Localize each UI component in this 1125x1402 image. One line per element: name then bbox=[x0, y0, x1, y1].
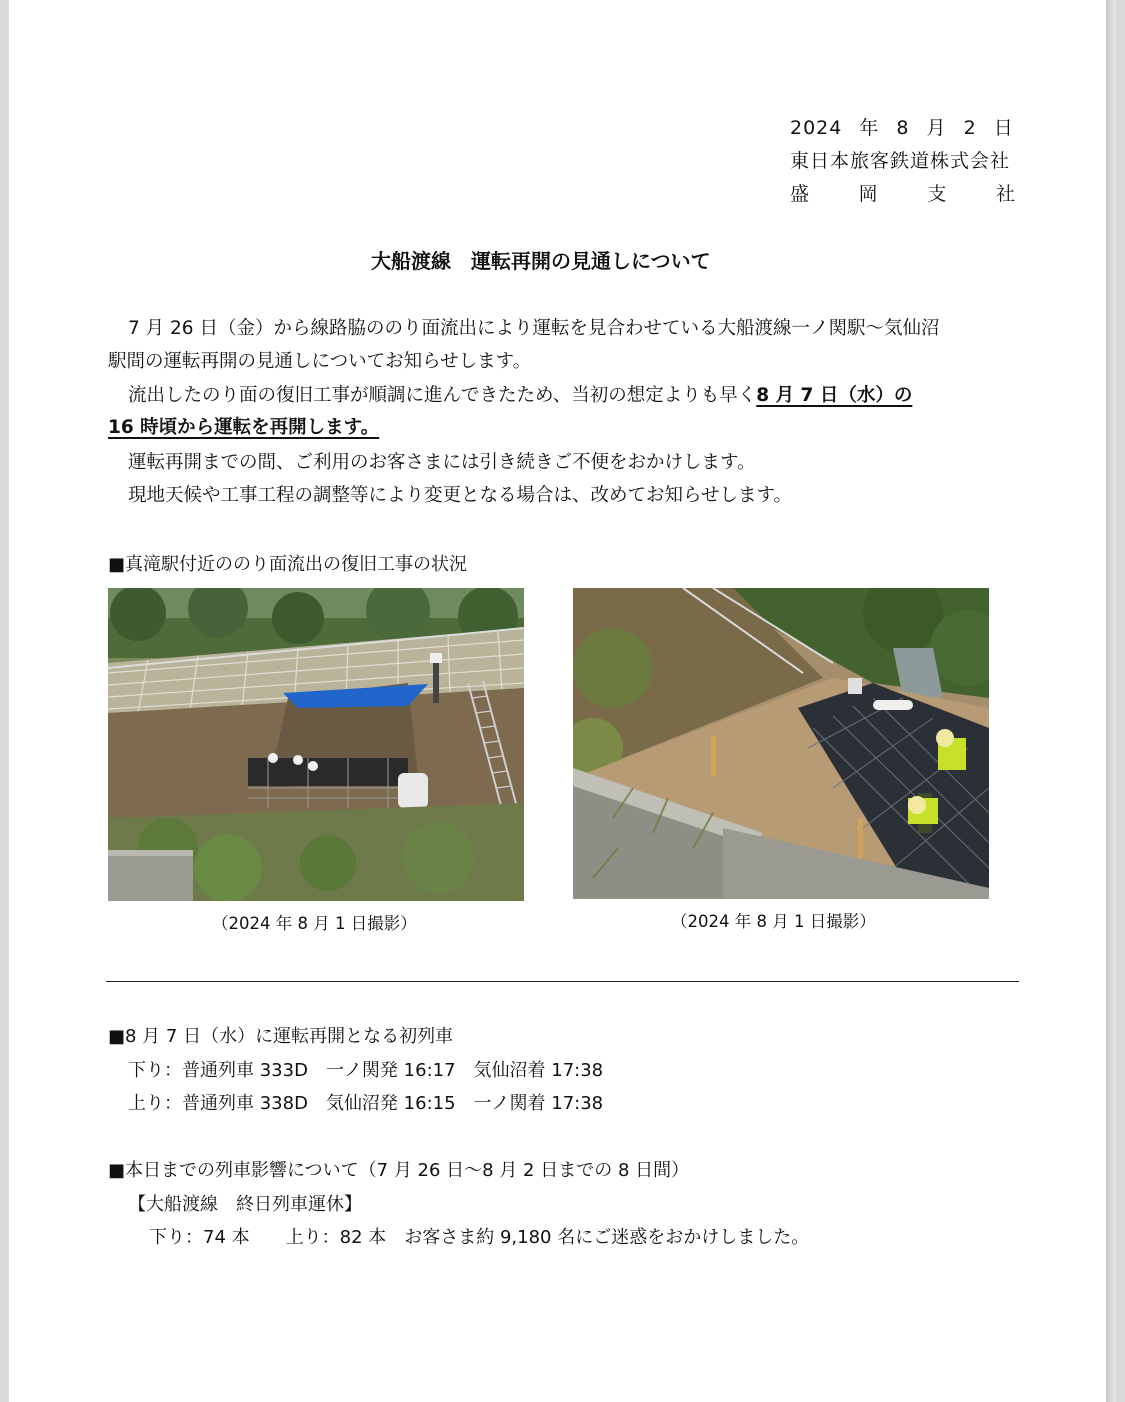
branch-char: 盛 bbox=[790, 183, 811, 205]
company-name: 東日本旅客鉄道株式会社 bbox=[790, 150, 1011, 172]
construction-photo-2 bbox=[573, 588, 989, 899]
photo-2-caption: （2024 年 8 月 1 日撮影） bbox=[671, 912, 876, 931]
impact-subheading: 【大船渡線 終日列車運休】 bbox=[128, 1194, 362, 1215]
paragraph-2-line-1 bbox=[128, 381, 912, 407]
paragraph-2-line-2 bbox=[108, 413, 379, 439]
photos-heading: ■真滝駅付近ののり面流出の復旧工事の状況 bbox=[108, 554, 468, 575]
branch-name bbox=[790, 179, 1016, 206]
paragraph-3: 運転再開までの間、ご利用のお客さまには引き続きご不便をおかけします。 bbox=[128, 452, 756, 473]
document-title: 大船渡線 運転再開の見通しについて bbox=[371, 249, 711, 273]
paragraph-2-text: 流出したのり面の復旧工事が順調に進んできたため、当初の想定よりも早く bbox=[128, 385, 757, 406]
branch-char: 社 bbox=[995, 183, 1016, 205]
section-divider bbox=[106, 981, 1019, 982]
branch-char: 岡 bbox=[858, 183, 879, 205]
impact-detail: 下り：74 本 上り：82 本 お客さま約 9,180 名にご迷惑をおかけしました。 bbox=[149, 1227, 810, 1248]
paragraph-4: 現地天候や工事工程の調整等により変更となる場合は、改めてお知らせします。 bbox=[128, 485, 792, 506]
first-train-down: 下り：普通列車 333D 一ノ関発 16:17 気仙沼着 17:38 bbox=[128, 1060, 604, 1081]
reopen-time-emphasis: 16 時頃から運転を再開します。 bbox=[108, 417, 380, 438]
issue-date: 2024 年 8 月 2 日 bbox=[790, 117, 1014, 139]
impact-heading: ■本日までの列車影響について（7 月 26 日～8 月 2 日までの 8 日間） bbox=[108, 1160, 690, 1181]
document-page bbox=[9, 0, 1115, 1402]
first-train-up: 上り：普通列車 338D 気仙沼発 16:15 一ノ関着 17:38 bbox=[128, 1093, 604, 1114]
first-trains-heading: ■8 月 7 日（水）に運転再開となる初列車 bbox=[108, 1026, 454, 1047]
reopen-date-emphasis: 8 月 7 日（水）の bbox=[756, 385, 913, 406]
page-edge-shadow bbox=[1106, 0, 1116, 1402]
paragraph-1-line-1: 7 月 26 日（金）から線路脇ののり面流出により運転を見合わせている大船渡線一ノ関駅～気仙沼 bbox=[128, 318, 940, 339]
photo-1-caption: （2024 年 8 月 1 日撮影） bbox=[212, 914, 417, 933]
construction-photo-1 bbox=[108, 588, 524, 901]
paragraph-1-line-2: 駅間の運転再開の見通しについてお知らせします。 bbox=[108, 351, 532, 372]
branch-char: 支 bbox=[927, 183, 948, 205]
